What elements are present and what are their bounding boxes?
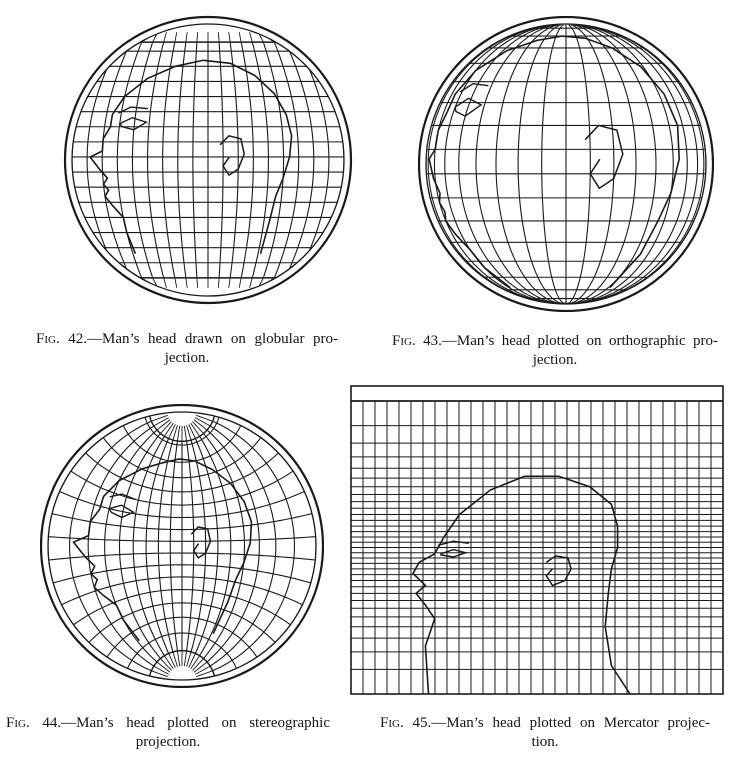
polar-tick — [133, 42, 140, 47]
polar-tick — [275, 274, 282, 279]
caption-text-line2: jection. — [532, 352, 578, 368]
caption-text-line2: projection. — [135, 734, 201, 750]
figure-44-caption — [6, 714, 330, 752]
figure-prefix: Fig. — [380, 715, 404, 731]
stereographic-grid-diagram — [40, 404, 324, 688]
polar-tick — [288, 50, 295, 56]
figure-number: 45. — [412, 715, 432, 731]
meridian-line — [178, 42, 186, 278]
caption-text-line2: tion. — [531, 734, 559, 750]
polar-tick — [126, 46, 134, 51]
polar-tick — [151, 671, 167, 677]
polar-tick — [218, 32, 219, 42]
polar-tick — [229, 278, 230, 288]
graticule — [72, 32, 344, 288]
figure-42-globular-projection — [62, 14, 354, 306]
meridian-line — [252, 42, 268, 278]
polar-tick — [150, 676, 168, 679]
ear-drawing — [585, 125, 623, 188]
globular-grid-diagram — [62, 14, 354, 306]
figure-44-stereographic-projection — [40, 404, 324, 688]
head-outline-group — [413, 476, 630, 694]
meridian-line — [193, 42, 197, 278]
polar-tick — [197, 278, 198, 288]
polar-tick — [184, 651, 186, 666]
polar-tick — [164, 423, 173, 436]
mercator-grid-diagram — [348, 383, 726, 697]
polar-tick — [239, 278, 241, 288]
figure-number: 43. — [423, 333, 442, 349]
meridian-line — [70, 421, 152, 671]
meridian-line — [230, 42, 238, 278]
polar-tick — [288, 264, 295, 270]
eyebrow-drawing — [118, 107, 147, 113]
map-frame — [351, 386, 723, 694]
polar-tick — [250, 32, 253, 42]
caption-text-line1: —Man’s head plotted on orthographic pro- — [441, 333, 718, 349]
meridian-line — [290, 51, 329, 268]
head-outline-group — [429, 36, 679, 288]
polar-tick — [177, 651, 179, 666]
mercator-grid — [351, 386, 723, 694]
figure-45-caption — [380, 714, 710, 752]
meridian-line — [213, 421, 295, 671]
polar-tick — [154, 418, 169, 426]
polar-tick — [196, 671, 212, 677]
polar-tick — [175, 32, 177, 42]
meridian-line — [187, 441, 194, 651]
figure-number: 42. — [68, 331, 87, 347]
parallel-line — [79, 202, 338, 203]
polar-tick — [164, 32, 167, 42]
meridian-line — [200, 436, 231, 655]
polar-tick — [197, 32, 198, 42]
figure-43-caption — [392, 332, 718, 370]
polar-tick — [197, 676, 215, 679]
polar-tick — [195, 418, 210, 426]
polar-tick — [191, 656, 200, 669]
polar-tick — [197, 413, 215, 416]
polar-tick — [164, 656, 173, 669]
graticule — [426, 25, 706, 303]
polar-tick — [133, 274, 140, 279]
figure-prefix: Fig. — [36, 331, 60, 347]
meridian-line — [219, 42, 223, 278]
figure-prefix: Fig. — [392, 333, 416, 349]
caption-text-line2: jection. — [164, 350, 210, 366]
polar-tick — [191, 423, 200, 436]
meridian-line — [163, 42, 175, 278]
figure-45-mercator-projection — [348, 383, 726, 697]
head-profile-outline — [429, 36, 679, 288]
polar-tick — [175, 278, 177, 288]
polar-tick — [196, 415, 212, 421]
polar-tick — [151, 415, 167, 421]
eye-drawing — [441, 550, 466, 557]
polar-tick — [154, 666, 169, 674]
caption-text-line1: —Man’s head drawn on globular pro- — [87, 331, 339, 347]
polar-tick — [186, 32, 187, 42]
figure-number: 44. — [42, 715, 62, 731]
polar-tick — [195, 666, 210, 674]
polar-tick — [177, 426, 179, 441]
polar-tick — [186, 278, 187, 288]
meridian-line — [117, 42, 141, 278]
caption-text-line1: —Man’s head plotted on Mercator projec- — [431, 715, 711, 731]
figure-42-caption — [36, 330, 338, 368]
polar-tick — [164, 278, 167, 288]
polar-tick — [229, 32, 230, 42]
eye-drawing — [120, 118, 147, 130]
polar-tick — [239, 32, 241, 42]
caption-text-line1: —Man’s head plotted on stereographic — [61, 715, 330, 731]
figure-prefix: Fig. — [6, 715, 30, 731]
meridian-line — [133, 436, 164, 655]
graticule — [48, 413, 316, 679]
polar-tick — [126, 269, 134, 274]
polar-tick — [250, 278, 253, 288]
head-profile-outline — [413, 476, 630, 694]
figure-43-orthographic-projection — [418, 16, 714, 312]
meridian-line — [263, 42, 283, 278]
meridian-line — [170, 441, 177, 651]
polar-tick — [150, 413, 168, 416]
orthographic-grid-diagram — [418, 16, 714, 312]
polar-tick — [218, 278, 219, 288]
polar-tick — [275, 42, 282, 47]
meridian-line — [241, 42, 253, 278]
polar-tick — [184, 426, 186, 441]
meridian-line — [274, 42, 298, 278]
